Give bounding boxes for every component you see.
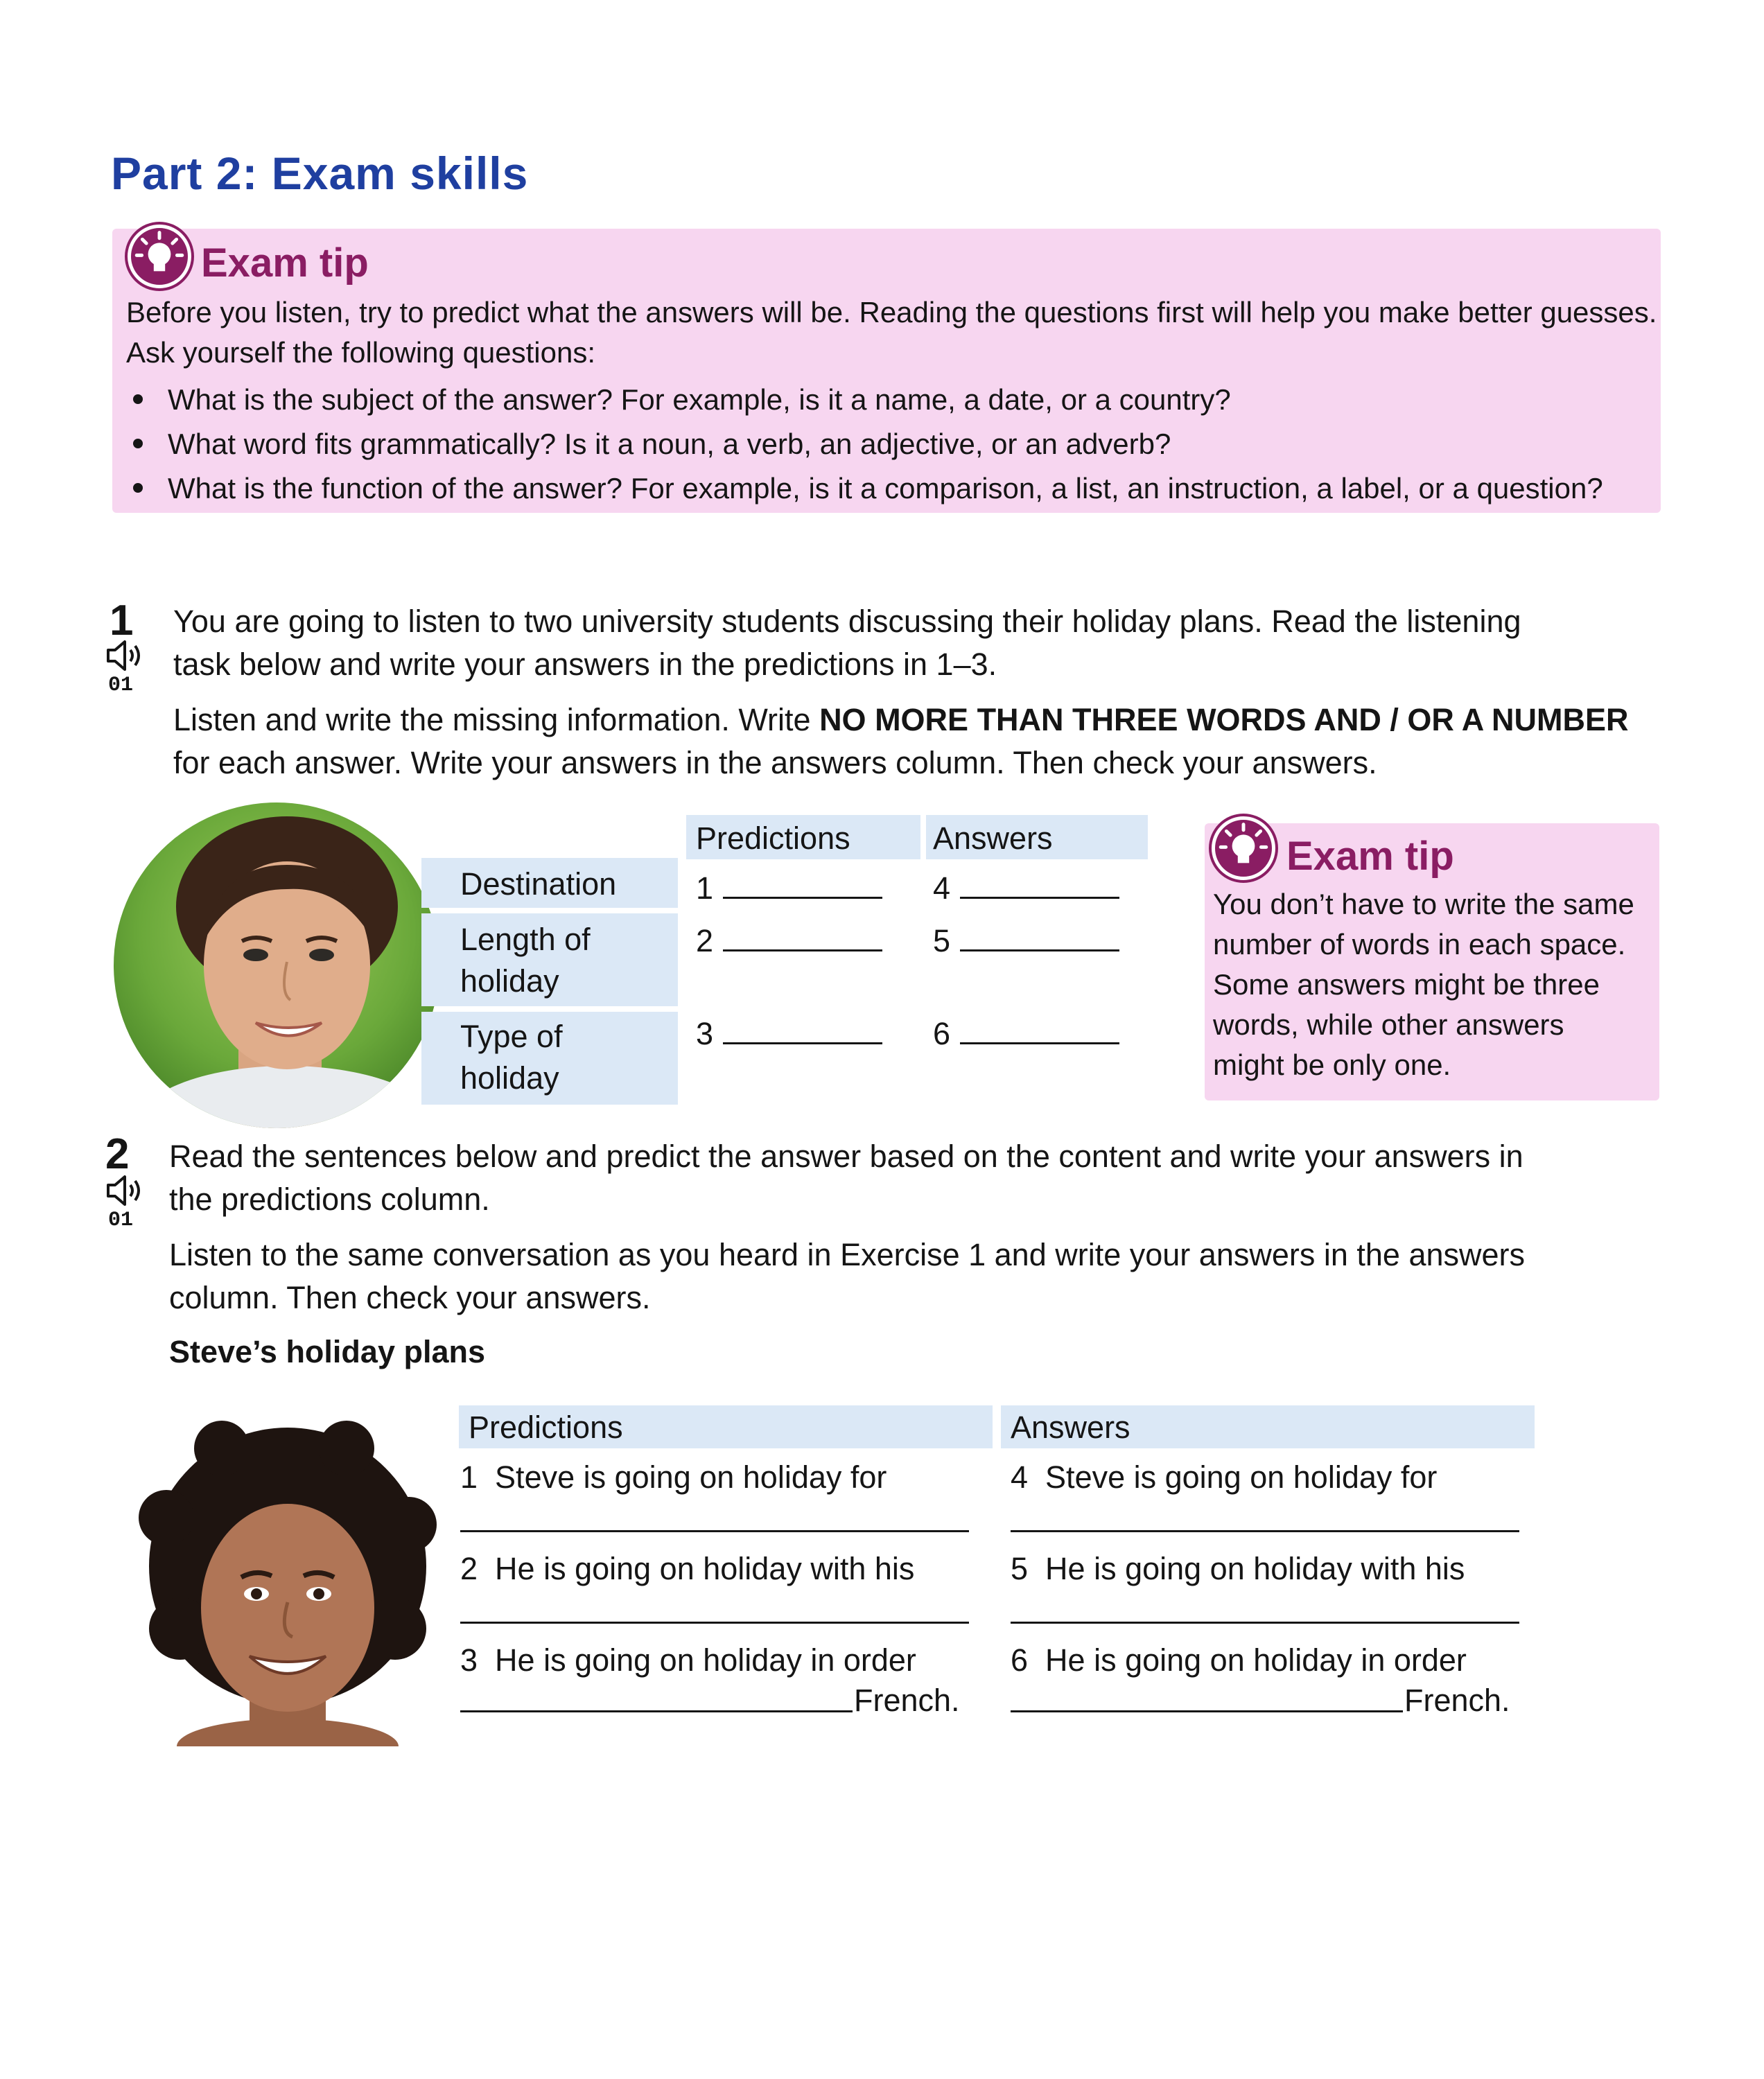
prediction-blank[interactable] xyxy=(460,1530,969,1532)
student-photo-woman xyxy=(114,802,439,1128)
table-header-predictions: Predictions xyxy=(469,1410,623,1445)
sentence-suffix: French. xyxy=(854,1683,960,1718)
audio-track-number: 01 xyxy=(108,674,134,697)
exercise-instruction: column. Then check your answers. xyxy=(169,1280,651,1315)
sentence-suffix: French. xyxy=(1404,1683,1510,1718)
answer-blank[interactable] xyxy=(1011,1622,1519,1624)
exam-tip-line: might be only one. xyxy=(1213,1049,1451,1081)
answer-blank[interactable]: 5 xyxy=(933,923,1119,959)
exercise-instruction: task below and write your answers in the predictions in 1–3. xyxy=(173,647,997,682)
table-row-label: holiday xyxy=(460,1060,559,1096)
exam-tip-line: You don’t have to write the same xyxy=(1213,888,1634,920)
exam-tip-bullet: What is the subject of the answer? For example, is it a name, a date, or a country? xyxy=(133,380,1231,420)
audio-track-number: 01 xyxy=(108,1209,134,1232)
exercise-instruction: Read the sentences below and predict the answer based on the content and write your answers in xyxy=(169,1139,1523,1174)
exam-tip-intro: Ask yourself the following questions: xyxy=(126,336,596,369)
answer-blank[interactable] xyxy=(1011,1530,1519,1532)
exam-tip-line: number of words in each space. xyxy=(1213,928,1626,960)
answer-blank[interactable]: 4 xyxy=(933,870,1119,906)
table-header-answers: Answers xyxy=(1011,1410,1130,1445)
table-header-answers: Answers xyxy=(933,821,1053,856)
prediction-blank[interactable]: 3 xyxy=(696,1016,882,1052)
prediction-sentence: 3 He is going on holiday in order xyxy=(460,1642,916,1678)
table-header-predictions: Predictions xyxy=(696,821,850,856)
prediction-sentence: 1 Steve is going on holiday for xyxy=(460,1459,887,1495)
exam-tip-bullet: What word fits grammatically? Is it a noun, a verb, an adjective, or an adverb? xyxy=(133,424,1171,464)
exercise-subheading: Steve’s holiday plans xyxy=(169,1334,485,1369)
table-row-label: Type of xyxy=(460,1019,563,1054)
table-row-label: holiday xyxy=(460,963,559,999)
prediction-blank[interactable]: 2 xyxy=(696,923,882,959)
exercise-instruction: You are going to listen to two university students discussing their holiday plans. Read the listening xyxy=(173,604,1521,639)
exam-tip-line: Some answers might be three xyxy=(1213,968,1600,1001)
lightbulb-icon xyxy=(128,225,191,288)
prediction-blank[interactable] xyxy=(460,1710,853,1712)
student-photo-man xyxy=(139,1421,437,1746)
exercise-instruction: the predictions column. xyxy=(169,1182,490,1217)
audio-speaker-icon[interactable] xyxy=(105,1174,144,1207)
exercise-instruction: Listen and write the missing information. Write NO MORE THAN THREE WORDS AND / OR A NUMBER xyxy=(173,702,1629,737)
exam-tip-box xyxy=(1205,823,1659,1100)
prediction-sentence: 2 He is going on holiday with his xyxy=(460,1551,915,1586)
answer-sentence: 5 He is going on holiday with his xyxy=(1011,1551,1465,1586)
audio-speaker-icon[interactable] xyxy=(105,639,144,672)
lightbulb-icon xyxy=(1212,816,1275,880)
answer-sentence: 4 Steve is going on holiday for xyxy=(1011,1459,1438,1495)
table-row-label: Destination xyxy=(460,866,617,902)
exam-tip-line: words, while other answers xyxy=(1213,1008,1564,1041)
prediction-blank[interactable]: 1 xyxy=(696,870,882,906)
answer-sentence: 6 He is going on holiday in order xyxy=(1011,1642,1467,1678)
exercise-instruction: Listen to the same conversation as you heard in Exercise 1 and write your answers in the answers xyxy=(169,1237,1526,1272)
exercise-instruction: for each answer. Write your answers in the answers column. Then check your answers. xyxy=(173,745,1377,780)
exam-tip-bullet: What is the function of the answer? For example, is it a comparison, a list, an instruction, a label, or a question? xyxy=(133,468,1603,509)
exam-tip-box xyxy=(112,229,1661,513)
prediction-blank[interactable] xyxy=(460,1622,969,1624)
exam-tip-intro: Before you listen, try to predict what the answers will be. Reading the questions first will help you make better guesses. xyxy=(126,296,1657,328)
answer-blank[interactable]: 6 xyxy=(933,1016,1119,1052)
page-title: Part 2: Exam skills xyxy=(111,148,529,199)
exam-tip-title: Exam tip xyxy=(1286,834,1454,879)
answer-blank[interactable] xyxy=(1011,1710,1403,1712)
exercise-number: 2 xyxy=(105,1130,130,1178)
table-row-label: Length of xyxy=(460,922,591,957)
exercise-number: 1 xyxy=(110,597,134,644)
exam-tip-title: Exam tip xyxy=(201,240,369,286)
